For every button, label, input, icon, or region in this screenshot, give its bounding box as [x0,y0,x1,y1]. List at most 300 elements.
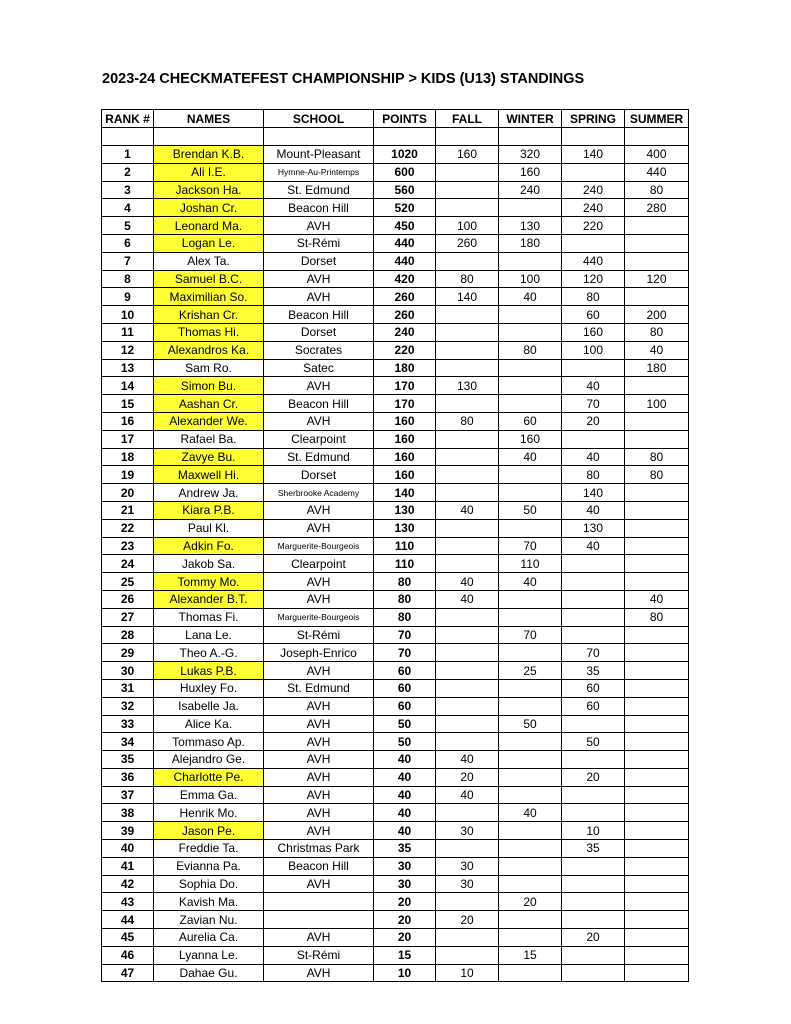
cell-fall: 160 [436,146,499,164]
cell-school: St-Rémi [264,946,374,964]
cell-spring: 100 [562,341,625,359]
table-row [102,146,689,164]
header-summer: SUMMER [625,110,689,128]
cell-fall: 30 [436,875,499,893]
cell-points: 160 [374,466,436,484]
cell-fall [436,733,499,751]
cell-summer: 440 [625,163,689,181]
cell-winter: 20 [499,893,562,911]
cell-fall: 40 [436,751,499,769]
cell-spring: 240 [562,181,625,199]
cell-points: 40 [374,804,436,822]
cell-fall [436,448,499,466]
cell-summer: 400 [625,146,689,164]
cell-summer [625,555,689,573]
cell-winter: 15 [499,946,562,964]
cell-summer: 280 [625,199,689,217]
table-row [102,733,689,751]
cell-summer [625,697,689,715]
table-row [102,252,689,270]
cell-winter: 70 [499,537,562,555]
cell-spring: 60 [562,679,625,697]
cell-name: Alexander B.T. [154,590,264,608]
table-row [102,199,689,217]
cell-summer [625,893,689,911]
cell-summer: 180 [625,359,689,377]
cell-rank: 3 [102,181,154,199]
cell-spring [562,964,625,982]
cell-spring: 35 [562,662,625,680]
cell-summer [625,804,689,822]
cell-school: AVH [264,875,374,893]
table-row [102,751,689,769]
cell-rank: 9 [102,288,154,306]
cell-fall [436,840,499,858]
cell-winter [499,840,562,858]
table-row [102,573,689,591]
cell-name: Jackson Ha. [154,181,264,199]
cell-school: AVH [264,270,374,288]
cell-points: 80 [374,590,436,608]
cell-rank: 16 [102,412,154,430]
table-row [102,430,689,448]
cell-name: Alexandros Ka. [154,341,264,359]
cell-school: AVH [264,590,374,608]
cell-summer [625,911,689,929]
cell-points: 60 [374,679,436,697]
cell-winter [499,697,562,715]
cell-summer [625,573,689,591]
cell-rank: 37 [102,786,154,804]
cell-rank: 35 [102,751,154,769]
cell-winter: 40 [499,804,562,822]
cell-fall: 30 [436,822,499,840]
cell-school: AVH [264,573,374,591]
cell-school: Dorset [264,323,374,341]
cell-school: AVH [264,768,374,786]
cell-spring: 35 [562,840,625,858]
cell-points: 70 [374,644,436,662]
cell-points: 20 [374,911,436,929]
cell-winter: 70 [499,626,562,644]
table-row [102,359,689,377]
cell-fall [436,430,499,448]
cell-winter [499,323,562,341]
cell-school: AVH [264,786,374,804]
cell-name: Theo A.-G. [154,644,264,662]
cell-summer: 120 [625,270,689,288]
table-row [102,946,689,964]
cell-winter: 130 [499,217,562,235]
cell-points: 30 [374,875,436,893]
cell-name: Jason Pe. [154,822,264,840]
header-winter: WINTER [499,110,562,128]
cell-rank: 31 [102,679,154,697]
cell-rank: 5 [102,217,154,235]
cell-fall [436,484,499,502]
cell-winter [499,857,562,875]
cell-name: Evianna Pa. [154,857,264,875]
cell-fall: 40 [436,501,499,519]
cell-rank: 23 [102,537,154,555]
cell-winter [499,644,562,662]
cell-fall [436,519,499,537]
cell-summer [625,412,689,430]
cell-name: Tommaso Ap. [154,733,264,751]
cell-points: 60 [374,662,436,680]
cell-rank: 30 [102,662,154,680]
cell-points: 20 [374,929,436,947]
cell-name: Alex Ta. [154,252,264,270]
cell-name: Alexander We. [154,412,264,430]
cell-summer [625,501,689,519]
cell-name: Brendan K.B. [154,146,264,164]
cell-spring [562,893,625,911]
cell-winter: 40 [499,448,562,466]
cell-summer: 40 [625,341,689,359]
cell-spring: 220 [562,217,625,235]
cell-spring [562,359,625,377]
cell-fall [436,181,499,199]
cell-summer [625,234,689,252]
cell-winter [499,306,562,324]
cell-spring [562,751,625,769]
cell-winter [499,751,562,769]
table-row [102,217,689,235]
cell-rank: 26 [102,590,154,608]
cell-points: 80 [374,608,436,626]
cell-school: Dorset [264,252,374,270]
cell-summer: 40 [625,590,689,608]
cell-winter: 180 [499,234,562,252]
cell-points: 40 [374,786,436,804]
cell-winter [499,377,562,395]
cell-points: 440 [374,252,436,270]
cell-name: Sam Ro. [154,359,264,377]
table-row [102,412,689,430]
cell-rank: 42 [102,875,154,893]
cell-school: Beacon Hill [264,306,374,324]
cell-name: Andrew Ja. [154,484,264,502]
cell-fall [436,395,499,413]
cell-winter [499,590,562,608]
table-row [102,537,689,555]
cell-name: Maxwell Hi. [154,466,264,484]
header-rank: RANK # [102,110,154,128]
cell-points: 160 [374,448,436,466]
cell-fall [436,306,499,324]
cell-rank: 41 [102,857,154,875]
header-fall: FALL [436,110,499,128]
cell-summer: 80 [625,466,689,484]
cell-spring: 140 [562,484,625,502]
cell-spring: 120 [562,270,625,288]
cell-winter: 80 [499,341,562,359]
cell-school: Dorset [264,466,374,484]
cell-winter [499,466,562,484]
cell-summer [625,519,689,537]
cell-summer: 80 [625,608,689,626]
cell-rank: 21 [102,501,154,519]
cell-rank: 12 [102,341,154,359]
cell-rank: 25 [102,573,154,591]
table-row [102,964,689,982]
cell-name: Sophia Do. [154,875,264,893]
cell-name: Ali I.E. [154,163,264,181]
cell-rank: 10 [102,306,154,324]
cell-school: AVH [264,733,374,751]
cell-winter: 110 [499,555,562,573]
cell-summer [625,857,689,875]
cell-points: 240 [374,323,436,341]
cell-fall [436,163,499,181]
cell-winter [499,395,562,413]
cell-fall [436,893,499,911]
cell-points: 260 [374,288,436,306]
cell-points: 35 [374,840,436,858]
cell-school: AVH [264,501,374,519]
cell-points: 50 [374,715,436,733]
cell-school: AVH [264,751,374,769]
cell-name: Maximilian So. [154,288,264,306]
cell-summer [625,733,689,751]
cell-rank: 43 [102,893,154,911]
cell-points: 170 [374,377,436,395]
cell-name: Aashan Cr. [154,395,264,413]
cell-fall [436,199,499,217]
cell-rank: 17 [102,430,154,448]
cell-spring: 20 [562,412,625,430]
cell-summer [625,768,689,786]
cell-points: 30 [374,857,436,875]
cell-spring [562,875,625,893]
cell-points: 600 [374,163,436,181]
cell-winter [499,252,562,270]
cell-spring [562,715,625,733]
cell-summer [625,217,689,235]
cell-name: Leonard Ma. [154,217,264,235]
cell-summer [625,288,689,306]
cell-name: Charlotte Pe. [154,768,264,786]
cell-summer [625,430,689,448]
cell-points: 40 [374,768,436,786]
table-row [102,448,689,466]
cell-rank: 4 [102,199,154,217]
cell-points: 110 [374,537,436,555]
cell-spring: 50 [562,733,625,751]
cell-school: Marguerite-Bourgeois [264,537,374,555]
cell-spring [562,911,625,929]
cell-points: 220 [374,341,436,359]
table-row [102,608,689,626]
cell-rank: 11 [102,323,154,341]
cell-rank: 15 [102,395,154,413]
cell-spring [562,430,625,448]
cell-name: Dahae Gu. [154,964,264,982]
cell-summer [625,377,689,395]
cell-points: 1020 [374,146,436,164]
cell-school: Marguerite-Bourgeois [264,608,374,626]
cell-summer: 80 [625,181,689,199]
cell-fall [436,679,499,697]
cell-school: St. Edmund [264,181,374,199]
cell-spring: 160 [562,323,625,341]
cell-name: Logan Le. [154,234,264,252]
cell-name: Zavian Nu. [154,911,264,929]
cell-rank: 47 [102,964,154,982]
cell-rank: 40 [102,840,154,858]
cell-spring: 80 [562,466,625,484]
table-row [102,234,689,252]
cell-school: Beacon Hill [264,395,374,413]
cell-name: Samuel B.C. [154,270,264,288]
cell-school: Satec [264,359,374,377]
table-row [102,270,689,288]
header-spring: SPRING [562,110,625,128]
cell-rank: 18 [102,448,154,466]
cell-name: Thomas Fi. [154,608,264,626]
cell-rank: 6 [102,234,154,252]
cell-summer [625,626,689,644]
cell-fall [436,929,499,947]
cell-winter [499,519,562,537]
cell-school: Socrates [264,341,374,359]
cell-points: 160 [374,430,436,448]
cell-points: 70 [374,626,436,644]
table-row [102,501,689,519]
cell-summer: 80 [625,448,689,466]
cell-name: Kiara P.B. [154,501,264,519]
cell-school: AVH [264,288,374,306]
table-row [102,484,689,502]
cell-summer [625,751,689,769]
cell-fall: 20 [436,768,499,786]
cell-winter: 50 [499,715,562,733]
cell-school: AVH [264,662,374,680]
cell-name: Lukas P.B. [154,662,264,680]
cell-fall: 80 [436,270,499,288]
cell-fall [436,697,499,715]
cell-name: Tommy Mo. [154,573,264,591]
cell-rank: 2 [102,163,154,181]
cell-winter: 160 [499,163,562,181]
cell-name: Zavye Bu. [154,448,264,466]
cell-fall: 10 [436,964,499,982]
cell-fall: 30 [436,857,499,875]
cell-spring: 40 [562,377,625,395]
cell-school: St. Edmund [264,448,374,466]
cell-spring: 80 [562,288,625,306]
cell-name: Lana Le. [154,626,264,644]
cell-spring: 440 [562,252,625,270]
cell-fall: 20 [436,911,499,929]
cell-fall: 80 [436,412,499,430]
table-row [102,679,689,697]
cell-winter [499,964,562,982]
cell-rank: 7 [102,252,154,270]
cell-name: Simon Bu. [154,377,264,395]
cell-school [264,911,374,929]
cell-school: AVH [264,519,374,537]
cell-winter [499,199,562,217]
cell-points: 450 [374,217,436,235]
table-row [102,893,689,911]
cell-fall [436,715,499,733]
cell-fall: 260 [436,234,499,252]
cell-spring [562,804,625,822]
cell-winter: 60 [499,412,562,430]
cell-points: 10 [374,964,436,982]
cell-points: 520 [374,199,436,217]
cell-rank: 33 [102,715,154,733]
cell-rank: 19 [102,466,154,484]
cell-school: Sherbrooke Academy [264,484,374,502]
cell-points: 420 [374,270,436,288]
cell-summer [625,946,689,964]
cell-winter [499,768,562,786]
cell-points: 130 [374,501,436,519]
cell-spring: 60 [562,697,625,715]
cell-spring: 240 [562,199,625,217]
cell-rank: 38 [102,804,154,822]
cell-school: AVH [264,929,374,947]
cell-fall [436,555,499,573]
cell-school: AVH [264,217,374,235]
cell-spring: 40 [562,537,625,555]
cell-rank: 13 [102,359,154,377]
cell-points: 60 [374,697,436,715]
cell-winter: 50 [499,501,562,519]
cell-school: AVH [264,715,374,733]
cell-name: Henrik Mo. [154,804,264,822]
cell-name: Krishan Cr. [154,306,264,324]
cell-fall [436,662,499,680]
cell-points: 160 [374,412,436,430]
cell-fall: 40 [436,573,499,591]
cell-spring: 60 [562,306,625,324]
standings-table [101,109,689,982]
table-row [102,466,689,484]
cell-summer: 200 [625,306,689,324]
page-title: 2023-24 CHECKMATEFEST CHAMPIONSHIP > KIDS (U13) STANDINGS [102,71,585,87]
spacer-row [102,128,689,146]
cell-winter [499,733,562,751]
cell-points: 40 [374,751,436,769]
cell-spring: 20 [562,768,625,786]
cell-summer [625,929,689,947]
table-row [102,555,689,573]
table-row [102,323,689,341]
cell-school: AVH [264,822,374,840]
cell-name: Adkin Fo. [154,537,264,555]
cell-fall [436,323,499,341]
table-row [102,929,689,947]
cell-summer [625,644,689,662]
cell-name: Huxley Fo. [154,679,264,697]
cell-summer [625,537,689,555]
cell-winter: 40 [499,288,562,306]
cell-winter [499,822,562,840]
cell-winter: 100 [499,270,562,288]
cell-spring: 140 [562,146,625,164]
cell-rank: 1 [102,146,154,164]
cell-name: Joshan Cr. [154,199,264,217]
table-row [102,395,689,413]
cell-summer [625,484,689,502]
cell-winter [499,875,562,893]
cell-school: AVH [264,804,374,822]
cell-school: Beacon Hill [264,199,374,217]
